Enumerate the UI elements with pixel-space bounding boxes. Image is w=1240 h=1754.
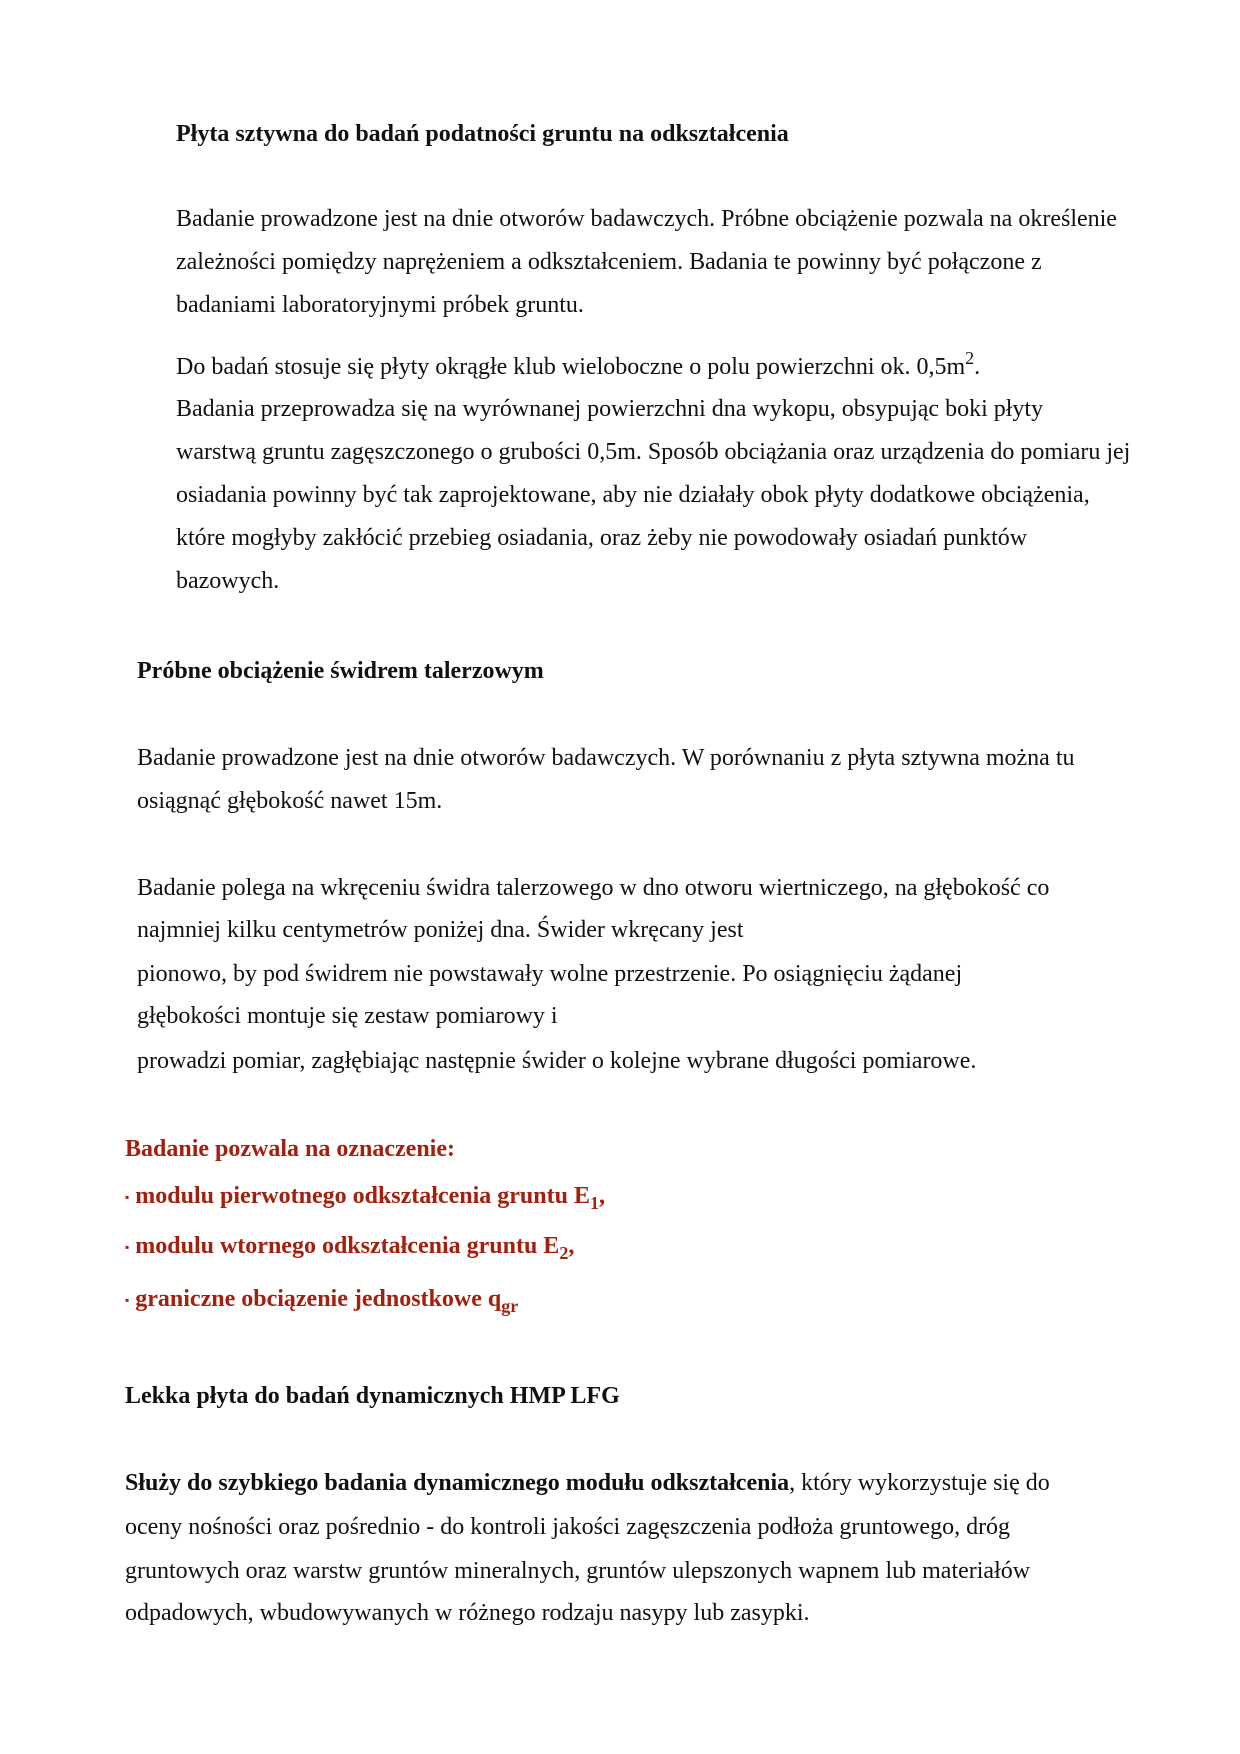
paragraph-line: odpadowych, wbudowywanych w różnego rodzaju nasypy lub zasypki. <box>125 1600 810 1626</box>
list-item <box>125 1285 518 1320</box>
item-text: graniczne obciązenie jednostkowe q <box>135 1286 502 1312</box>
subscript: gr <box>501 1296 519 1316</box>
superscript: 2 <box>965 348 975 368</box>
bullet-icon: ▪ <box>125 1293 130 1308</box>
text: Do badań stosuje się płyty okrągłe klub wieloboczne o polu powierzchni ok. 0,5m <box>176 354 966 380</box>
paragraph-line: Badania przeprowadza się na wyrównanej powierzchni dna wykopu, obsypując boki płyty <box>176 396 1044 422</box>
paragraph-line: prowadzi pomiar, zagłębiając następnie świder o kolejne wybrane długości pomiarowe. <box>137 1048 977 1074</box>
text: . <box>974 354 981 380</box>
paragraph-line: Badanie prowadzone jest na dnie otworów badawczych. Próbne obciążenie pozwala na określenie <box>176 206 1117 232</box>
paragraph-line: bazowych. <box>176 568 280 594</box>
paragraph-line: zależności pomiędzy naprężeniem a odkształceniem. Badania te powinny być połączone z <box>176 249 1042 275</box>
paragraph-line: osiągnąć głębokość nawet 15m. <box>137 788 443 814</box>
list-title: Badanie pozwala na oznaczenie: <box>125 1136 455 1162</box>
subscript: 1 <box>589 1193 599 1213</box>
list-item <box>125 1182 605 1217</box>
bullet-icon: ▪ <box>125 1190 130 1205</box>
paragraph-line: gruntowych oraz warstw gruntów mineralnych, gruntów ulepszonych wapnem lub materiałów <box>125 1558 1031 1584</box>
list-item <box>125 1232 574 1267</box>
bold-text: Służy do szybkiego badania dynamicznego modułu odkształcenia <box>125 1470 790 1496</box>
subscript: 2 <box>559 1243 569 1263</box>
section2-title: Próbne obciążenie świdrem talerzowym <box>137 658 544 684</box>
paragraph-line: pionowo, by pod świdrem nie powstawały wolne przestrzenie. Po osiągnięciu żądanej <box>137 961 963 987</box>
bullet-icon: ▪ <box>125 1240 130 1255</box>
paragraph-line: najmniej kilku centymetrów poniżej dna. Świder wkręcany jest <box>137 917 744 943</box>
section3-title: Lekka płyta do badań dynamicznych HMP LFG <box>125 1383 620 1409</box>
text: , który wykorzystuje się do <box>789 1470 1050 1496</box>
item-text: modulu pierwotnego odkształcenia gruntu E <box>135 1183 590 1209</box>
paragraph-line: badaniami laboratoryjnymi próbek gruntu. <box>176 292 584 318</box>
item-end: , <box>598 1183 605 1209</box>
paragraph-line: głębokości montuje się zestaw pomiarowy i <box>137 1003 558 1029</box>
paragraph-line <box>125 1469 1050 1497</box>
paragraph-line: Badanie polega na wkręceniu świdra talerzowego w dno otworu wiertniczego, na głębokość co <box>137 875 1050 901</box>
item-end: , <box>568 1233 575 1259</box>
paragraph-line: Badanie prowadzone jest na dnie otworów badawczych. W porównaniu z płyta sztywna można tu <box>137 745 1075 771</box>
paragraph-line: warstwą gruntu zagęszczonego o grubości 0,5m. Sposób obciążania oraz urządzenia do pomiaru jej <box>176 439 1131 465</box>
paragraph-line: oceny nośności oraz pośrednio - do kontroli jakości zagęszczenia podłoża gruntowego, dróg <box>125 1514 1011 1540</box>
paragraph-line: które mogłyby zakłócić przebieg osiadania, oraz żeby nie powodowały osiadań punktów <box>176 525 1028 551</box>
paragraph-line <box>176 344 980 381</box>
item-text: modulu wtornego odkształcenia gruntu E <box>135 1233 560 1259</box>
section1-title: Płyta sztywna do badań podatności gruntu na odkształcenia <box>176 121 789 147</box>
paragraph-line: osiadania powinny być tak zaprojektowane, aby nie działały obok płyty dodatkowe obciążenia, <box>176 482 1090 508</box>
